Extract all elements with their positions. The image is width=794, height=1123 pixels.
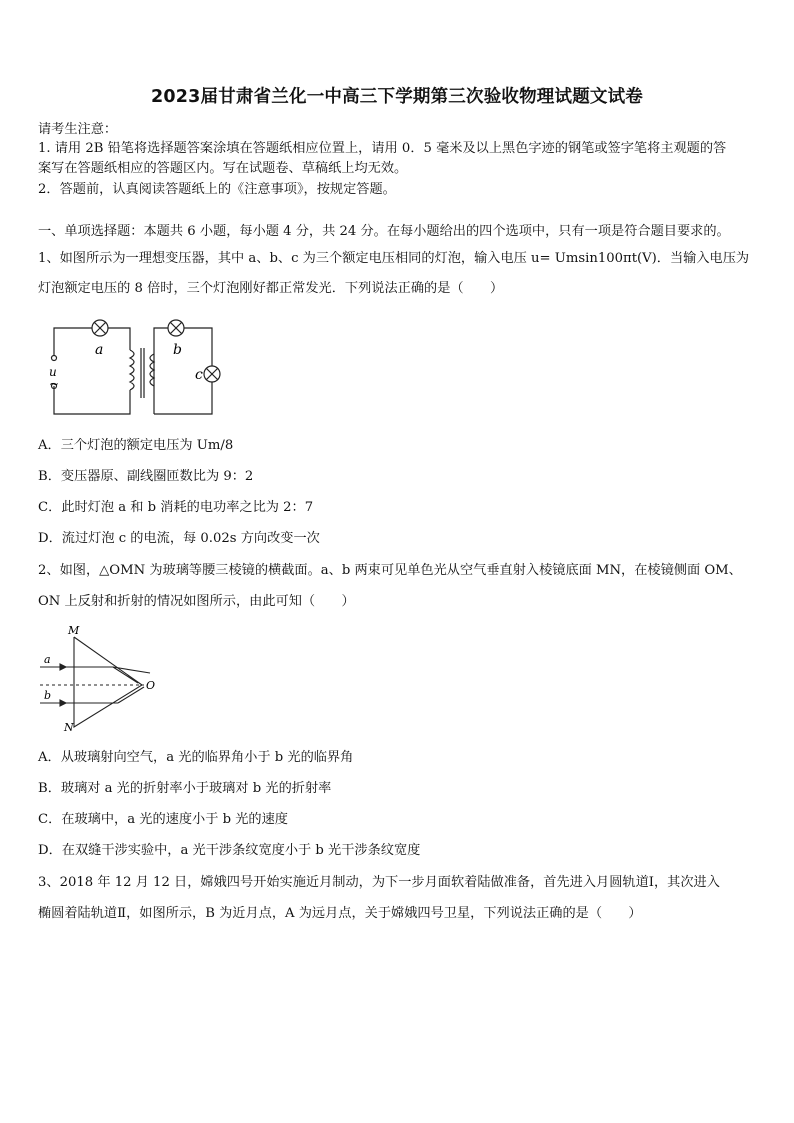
- lamp-c-label: c: [195, 367, 203, 383]
- notice-item-1-line-2: 案写在答题纸相应的答题区内。写在试题卷、草稿纸上均无效。: [38, 161, 408, 176]
- vertex-o-label: O: [146, 679, 156, 692]
- lamp-b-label: b: [173, 342, 182, 358]
- notice-item-2: 2．答题前，认真阅读答题纸上的《注意事项》，按规定答题。: [38, 182, 396, 197]
- q2-option-a: A．从玻璃射向空气，a 光的临界角小于 b 光的临界角: [38, 750, 354, 765]
- ray-b-label: b: [44, 689, 52, 702]
- ac-symbol: ~: [49, 377, 60, 391]
- page-title: 2023届甘肃省兰化一中高三下学期第三次验收物理试题文试卷: [150, 87, 643, 107]
- q1-option-d: D．流过灯泡 c 的电流，每 0.02s 方向改变一次: [38, 531, 320, 546]
- q3-stem-line-1: 3、2018 年 12 月 12 日，嫦娥四号开始实施近月制动，为下一步月面软着陆做准备，首先进入月圆轨道Ⅰ，其次进入: [38, 875, 720, 890]
- q2-stem-line-1: 2、如图，△OMN 为玻璃等腰三棱镜的横截面。a、b 两束可见单色光从空气垂直射入棱镜底面 MN，在棱镜侧面 OM、: [38, 563, 742, 578]
- q2-stem-line-2: ON 上反射和折射的情况如图所示，由此可知（ ）: [38, 594, 355, 609]
- q2-option-c: C．在玻璃中，a 光的速度小于 b 光的速度: [38, 812, 288, 827]
- q1-stem-line-2: 灯泡额定电压的 8 倍时，三个灯泡刚好都正常发光．下列说法正确的是（ ）: [38, 281, 504, 296]
- q1-option-a: A．三个灯泡的额定电压为 Um/8: [38, 438, 234, 453]
- q2-option-d: D．在双缝干涉实验中，a 光干涉条纹宽度小于 b 光干涉条纹宽度: [38, 843, 421, 858]
- q1-stem-line-1: 1、如图所示为一理想变压器，其中 a、b、c 为三个额定电压相同的灯泡，输入电压 u= Umsin100πt(V)．当输入电压为: [38, 251, 750, 266]
- q1-option-b: B．变压器原、副线圈匝数比为 9：2: [38, 469, 254, 484]
- prism-light-figure: [38, 623, 168, 735]
- vertex-m-label: M: [68, 624, 80, 637]
- lamp-a-label: a: [95, 342, 104, 358]
- vertex-n-label: N: [64, 721, 74, 734]
- notice-item-1-line-1: 1. 请用 2B 铅笔将选择题答案涂填在答题纸相应位置上，请用 0．5 毫米及以上黑色字迹的钢笔或签字笔将主观题的答: [38, 141, 727, 156]
- q3-stem-line-2: 椭圆着陆轨道Ⅱ，如图所示，B 为近月点，A 为远月点，关于嫦娥四号卫星，下列说法正确的是（ ）: [38, 906, 642, 921]
- section-heading: 一、单项选择题：本题共 6 小题，每小题 4 分，共 24 分。在每小题给出的四个选项中，只有一项是符合题目要求的。: [38, 224, 730, 239]
- notice-heading: 请考生注意：: [38, 122, 118, 137]
- transformer-circuit-figure: [40, 318, 230, 422]
- q2-option-b: B．玻璃对 a 光的折射率小于玻璃对 b 光的折射率: [38, 781, 332, 796]
- ray-a-label: a: [44, 653, 51, 666]
- input-voltage-label: u: [49, 365, 57, 379]
- q1-option-c: C．此时灯泡 a 和 b 消耗的电功率之比为 2：7: [38, 500, 314, 515]
